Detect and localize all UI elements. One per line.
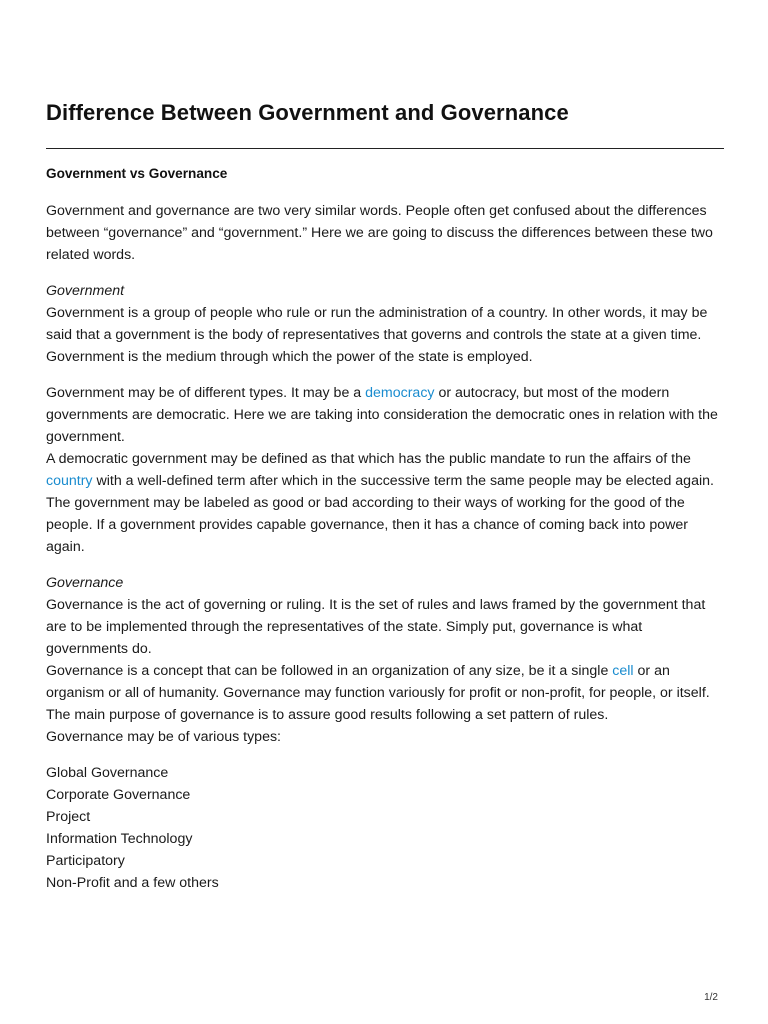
list-item: Corporate Governance [46, 787, 191, 803]
governance-paragraph-2-start: Governance is a concept that can be followed in an organization of any size, be it a single [46, 663, 613, 679]
intro-paragraph: Government and governance are two very similar words. People often get confused about the differences between “governance” and “government.” Here we are going to discuss the differences between these two related words. [46, 203, 713, 263]
government-paragraph-1: Government is a group of people who rule or run the administration of a country. In other words, it may be said that a government is the body of representatives that governs and controls the state at a given time. Government is the medium through which the power of the state is employed. [46, 305, 708, 365]
governance-paragraph-1: Governance is the act of governing or ruling. It is the set of rules and laws framed by the government that are to be implemented through the representatives of the state. Simply put, governance is what governments do. [46, 597, 706, 657]
governance-paragraph-3: Governance may be of various types: [46, 729, 282, 745]
list-item: Information Technology [46, 831, 193, 847]
governance-paragraph-2-end: or an organism or all of humanity. Governance may function variously for profit or non-profit, for people, or itself. The main purpose of governance is to assure good results following a set pattern of rules. [46, 663, 710, 723]
governance-heading: Governance [46, 575, 124, 591]
government-section [46, 280, 724, 368]
page-number: 1/2 [704, 992, 718, 1003]
democracy-link[interactable]: democracy [365, 385, 435, 401]
country-link[interactable]: country [46, 473, 93, 489]
governance-types-list [46, 762, 724, 894]
title-divider [46, 148, 724, 149]
government-paragraph-2-end: or autocracy, but most of the modern governments are democratic. Here we are taking into consideration the democratic ones in relation with the government. [46, 385, 718, 445]
government-paragraph-3-start: A democratic government may be defined as that which has the public mandate to run the affairs of the [46, 451, 691, 467]
cell-link[interactable]: cell [612, 663, 634, 679]
list-item: Global Governance [46, 765, 169, 781]
list-item: Non-Profit and a few others [46, 875, 219, 891]
article-body [46, 163, 724, 894]
list-item: Participatory [46, 853, 125, 869]
list-item: Project [46, 809, 91, 825]
section-subtitle: Government vs Governance [46, 166, 228, 181]
government-paragraph-3-end: with a well-defined term after which in the successive term the same people may be elected again. The government may be labeled as good or bad according to their ways of working for the good of the people. If a government provides capable governance, then it has a chance of coming back into power again. [46, 473, 714, 555]
government-paragraph-2-start: Government may be of different types. It may be a [46, 385, 366, 401]
government-section-2 [46, 382, 724, 558]
page-title: Difference Between Government and Governance [46, 100, 569, 125]
government-heading: Government [46, 283, 125, 299]
governance-section [46, 572, 724, 748]
